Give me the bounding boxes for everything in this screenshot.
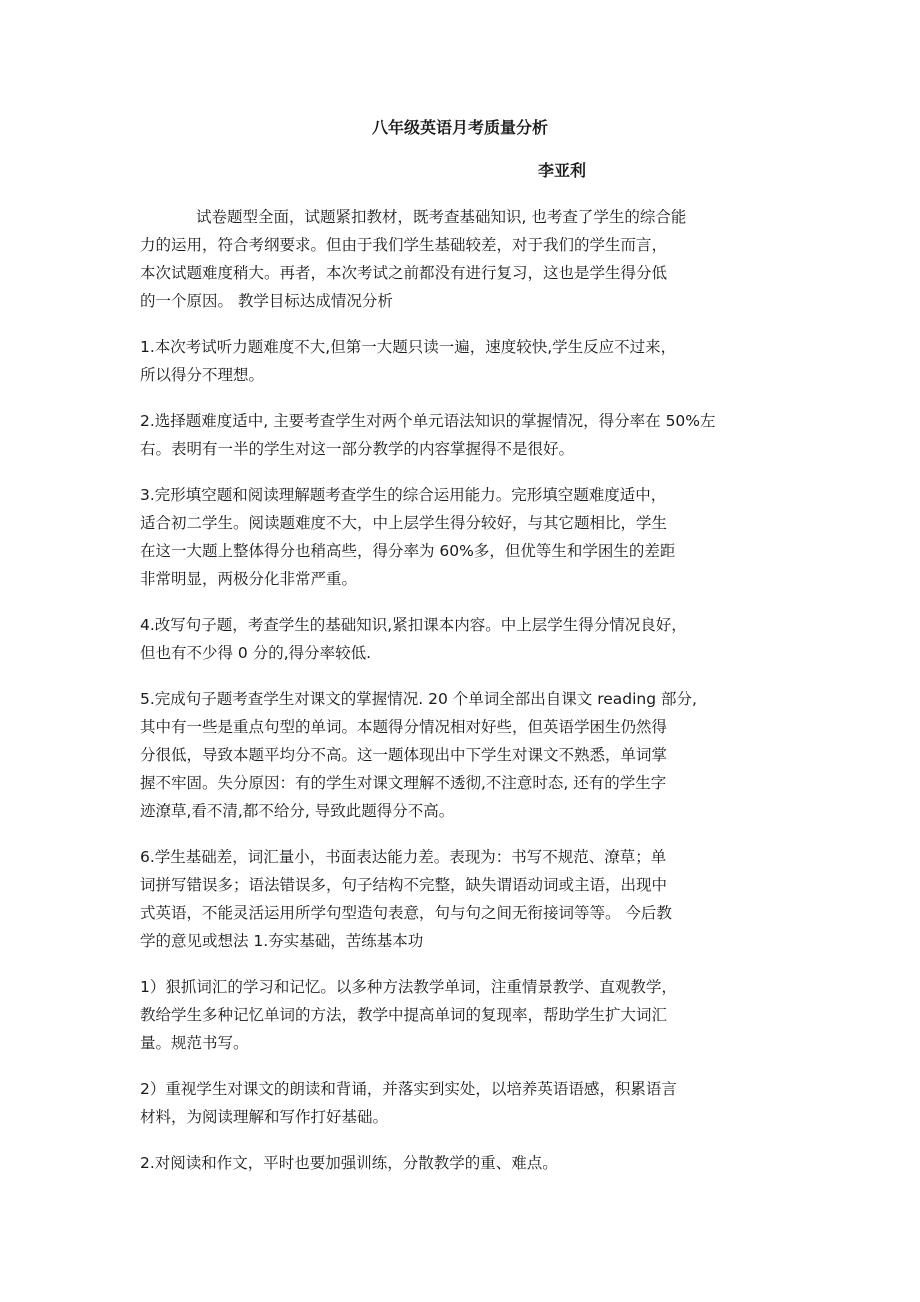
paragraph-point-3 [140,481,785,593]
paragraph-line: 分很低，导致本题平均分不高。这一题体现出中下学生对课文不熟悉，单词掌 [140,746,668,764]
paragraph-line: 力的运用，符合考纲要求。但由于我们学生基础较差，对于我们的学生而言， [140,236,668,254]
paragraph-line: 试卷题型全面，试题紧扣教材，既考查基础知识, 也考查了学生的综合能 [196,208,687,226]
paragraph-line: 1.本次考试听力题难度不大,但第一大题只读一遍，速度较快,学生反应不过来， [140,338,677,356]
paragraph-intro [140,203,785,315]
paragraph-line: 的一个原因。 教学目标达成情况分析 [140,292,393,310]
paragraph-line: 但也有不少得 0 分的,得分率较低. [140,644,372,662]
paragraph-line: 2.选择题难度适中, 主要考查学生对两个单元语法知识的掌握情况，得分率在 50%左 [140,412,716,430]
paragraph-line: 2.对阅读和作文，平时也要加强训练，分散教学的重、难点。 [140,1154,558,1172]
paragraph-line: 在这一大题上整体得分也稍高些，得分率为 60%多，但优等生和学困生的差距 [140,542,676,560]
paragraph-line: 学的意见或想法 1.夯实基础，苦练基本功 [140,932,424,950]
paragraph-line: 量。规范书写。 [140,1034,249,1052]
paragraph-line: 迹潦草,看不清,都不给分, 导致此题得分不高。 [140,802,455,820]
paragraph-line: 非常明显，两极分化非常严重。 [140,570,358,588]
paragraph-line: 式英语，不能灵活运用所学句型造句表意，句与句之间无衔接词等等。 今后教 [140,904,672,922]
paragraph-line: 6.学生基础差，词汇量小，书面表达能力差。表现为：书写不规范、潦草；单 [140,848,667,866]
paragraph-point-5 [140,685,785,825]
paragraph-point-1 [140,333,785,389]
paragraph-line: 握不牢固。失分原因：有的学生对课文理解不透彻,不注意时态, 还有的学生字 [140,774,667,792]
paragraph-line: 4.改写句子题，考查学生的基础知识,紧扣课本内容。中上层学生得分情况良好， [140,616,687,634]
paragraph-point-2 [140,407,785,463]
document-title: 八年级英语月考质量分析 [371,118,548,137]
document-author: 李亚利 [538,161,587,180]
paragraph-suggestion-1 [140,973,785,1057]
paragraph-line: 材料，为阅读理解和写作打好基础。 [140,1108,389,1126]
paragraph-line: 右。表明有一半的学生对这一部分教学的内容掌握得不是很好。 [140,440,575,458]
paragraph-line: 本次试题难度稍大。再者，本次考试之前都没有进行复习，这也是学生得分低 [140,264,668,282]
paragraph-line: 词拼写错误多；语法错误多，句子结构不完整，缺失谓语动词或主语，出现中 [140,876,668,894]
paragraph-line: 教给学生多种记忆单词的方法，教学中提高单词的复现率，帮助学生扩大词汇 [140,1006,668,1024]
document-body [140,203,785,1177]
paragraph-line: 其中有一些是重点句型的单词。本题得分情况相对好些，但英语学困生仍然得 [140,718,668,736]
paragraph-point-6 [140,843,785,955]
paragraph-line: 5.完成句子题考查学生对课文的掌握情况. 20 个单词全部出自课文 reading 部分, [140,690,697,708]
paragraph-line: 1）狠抓词汇的学习和记忆。以多种方法教学单词，注重情景教学、直观教学， [140,978,677,996]
paragraph-line: 所以得分不理想。 [140,366,265,384]
paragraph-suggestion-2 [140,1075,785,1131]
paragraph-line: 适合初二学生。阅读题难度不大，中上层学生得分较好，与其它题相比，学生 [140,514,668,532]
paragraph-suggestion-3 [140,1149,785,1177]
paragraph-line: 3.完形填空题和阅读理解题考查学生的综合运用能力。完形填空题难度适中， [140,486,667,504]
paragraph-point-4 [140,611,785,667]
paragraph-line: 2）重视学生对课文的朗读和背诵，并落实到实处，以培养英语语感，积累语言 [140,1080,677,1098]
